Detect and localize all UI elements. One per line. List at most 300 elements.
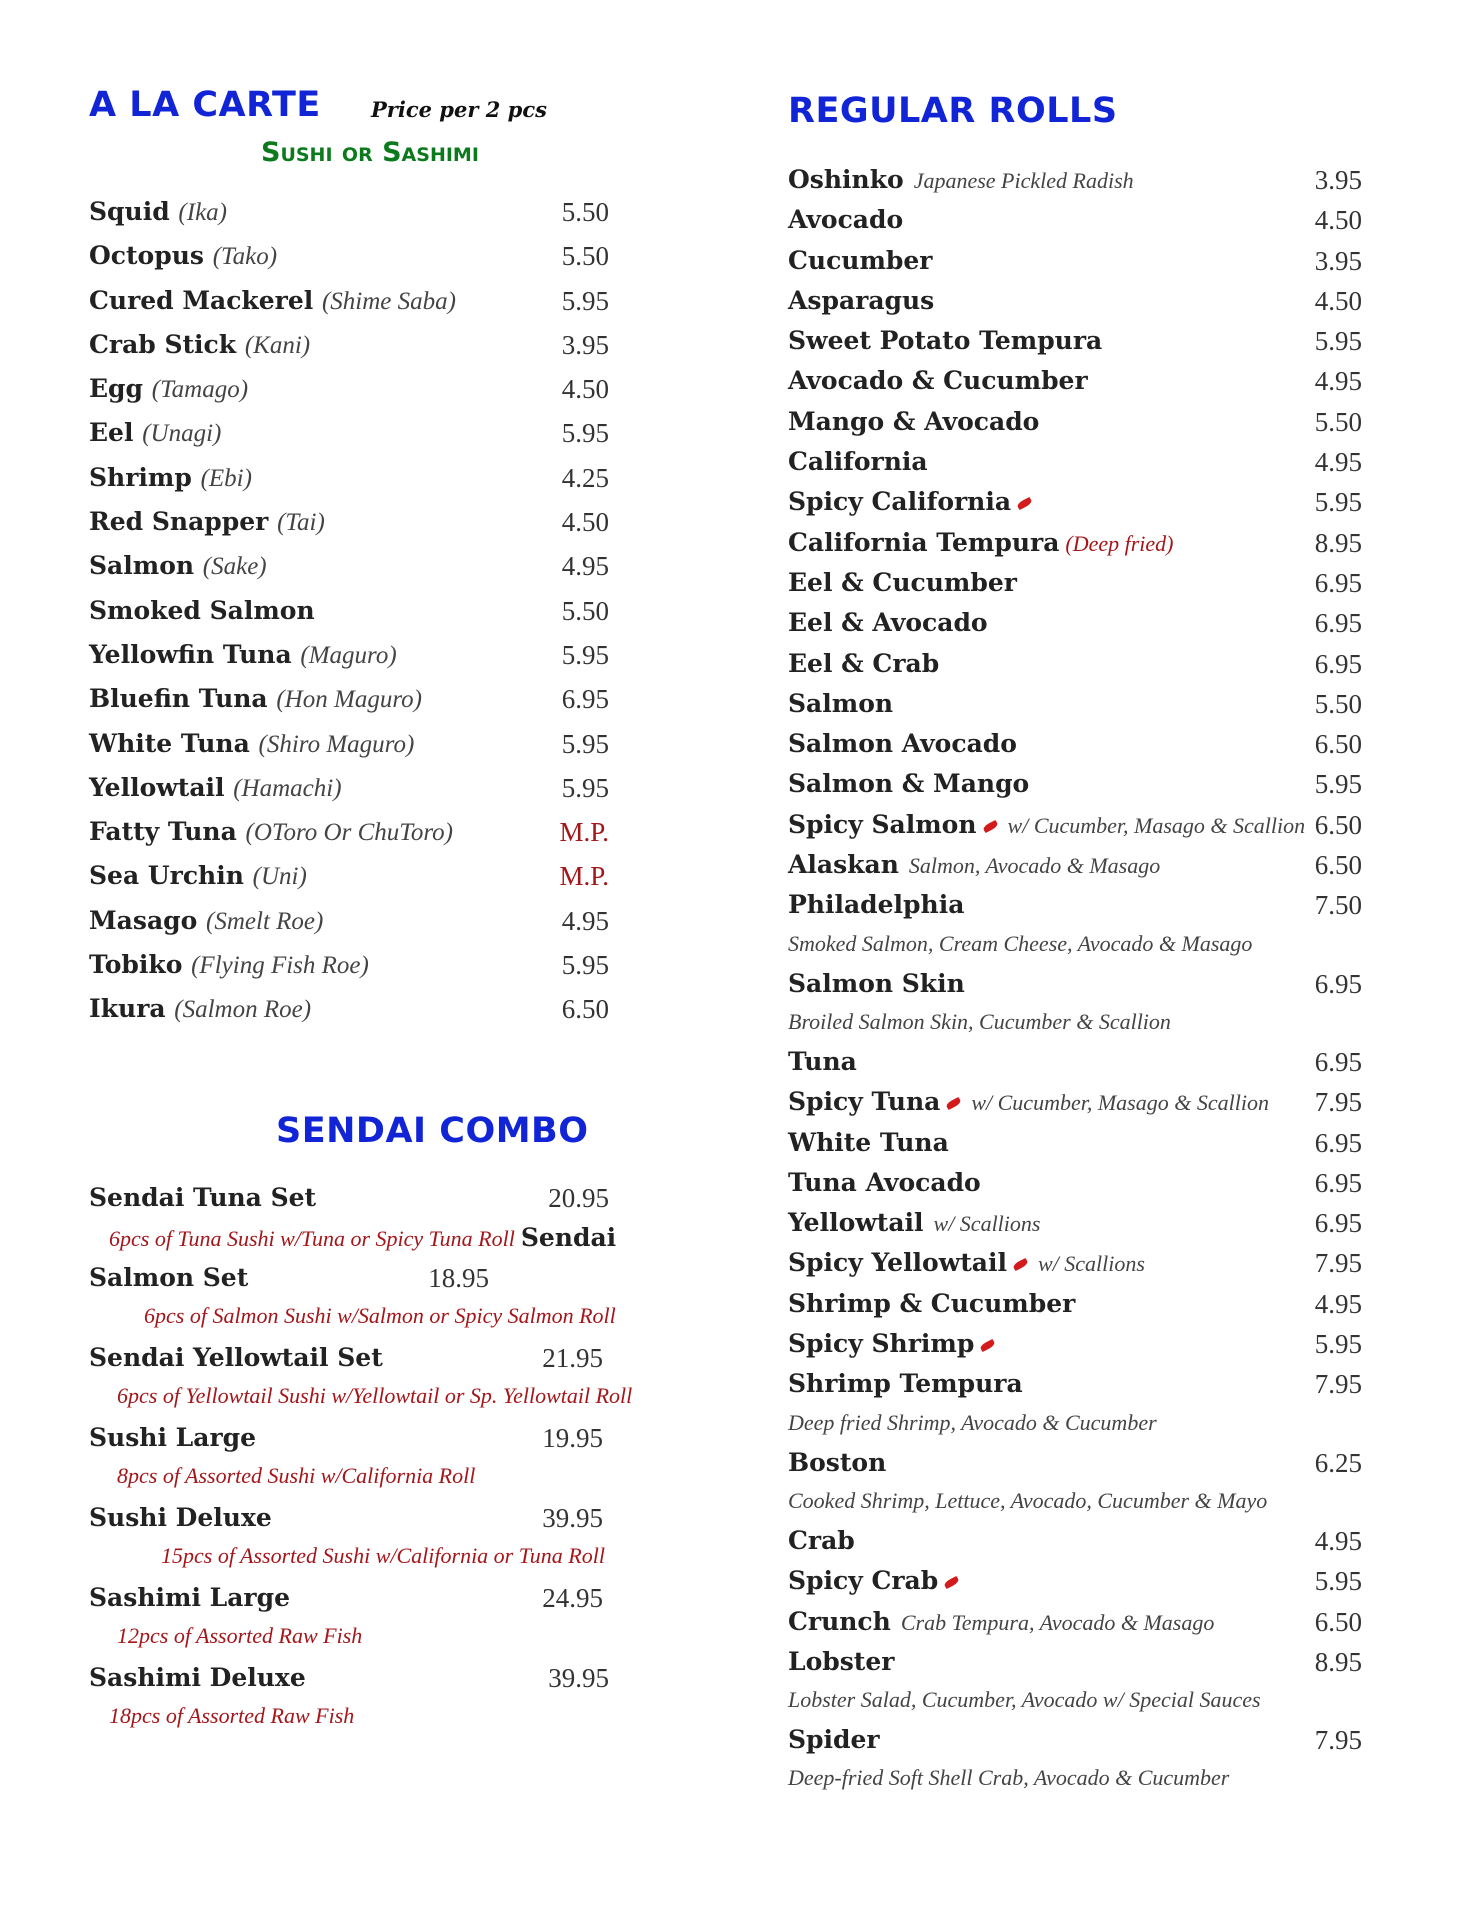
roll-name [788,286,934,315]
combo-description-text: 6pcs of Tuna Sushi w/Tuna or Spicy Tuna Roll [109,1225,515,1251]
combo-description-text: 8pcs of Assorted Sushi w/California Roll [117,1462,476,1488]
roll-price: 3.95 [1314,165,1362,195]
item-name [89,551,267,581]
item-name [89,950,369,980]
roll-name [788,1289,1075,1318]
roll-price: 7.95 [1314,1725,1362,1756]
item-description: (Hamachi) [233,774,342,802]
roll-note: (Deep fried) [1065,530,1174,556]
roll-name [788,1208,1040,1237]
combo-price: 39.95 [542,1502,603,1533]
item-price: 4.95 [561,905,609,936]
combo-name-continued: Sendai [520,1222,617,1252]
roll-price: 6.50 [1314,809,1362,840]
item-price: 5.95 [561,728,609,759]
regular-rolls-header [788,85,1398,165]
combo-header [89,1111,699,1183]
roll-price: 7.95 [1314,1369,1362,1400]
item-description: (Smelt Roe) [206,907,324,935]
roll-name [788,1448,886,1477]
regular-rolls-list [788,165,1398,1803]
item-name-text: Sea Urchin [89,861,244,891]
item-description: (Hon Maguro) [276,686,422,714]
roll-price: 6.95 [1314,1167,1362,1198]
item-name [89,197,227,227]
roll-price: 4.95 [1314,366,1362,397]
combo-name: Salmon Set [89,1262,249,1292]
item-price: 4.25 [561,462,609,493]
menu-item-row [89,596,699,640]
menu-item-row [89,551,699,595]
roll-name-text: Salmon Skin [788,968,965,998]
left-column [89,85,699,1743]
item-price: 5.50 [561,595,609,626]
regular-rolls-title: REGULAR ROLLS [788,91,1118,131]
combo-description-text: 6pcs of Yellowtail Sushi w/Yellowtail or Sp. Yellowtail Roll [117,1382,633,1408]
combo-price: 24.95 [542,1582,603,1613]
roll-item-row [788,1566,1398,1606]
roll-name-text: Salmon [788,688,894,718]
roll-name [788,326,1102,355]
item-name [89,817,453,847]
menu-item-row [89,640,699,684]
roll-item-row [788,1248,1398,1288]
item-price: 5.95 [561,639,609,670]
roll-item-row [788,1289,1398,1329]
roll-name [788,1607,1214,1636]
item-name [89,596,315,625]
roll-description: Crab Tempura, Avocado & Masago [900,1609,1215,1635]
roll-price: 6.95 [1314,1208,1362,1239]
combo-item-row [89,1343,699,1383]
roll-price: 4.50 [1314,205,1362,236]
roll-name-text: Spicy Yellowtail [788,1248,1007,1278]
item-name [89,640,397,670]
roll-name-text: California [788,447,928,477]
combo-description [89,1543,699,1583]
roll-ingredients: Deep fried Shrimp, Avocado & Cucumber [788,1409,1157,1435]
roll-name-text: Salmon Avocado [788,729,1017,759]
roll-name [788,1128,949,1157]
roll-item-row [788,969,1398,1009]
menu-item-row [89,418,699,462]
roll-name [788,487,1032,516]
item-description: (OToro Or ChuToro) [245,819,453,847]
roll-price: 4.95 [1314,447,1362,478]
item-price: 4.50 [561,507,609,538]
item-price: 5.95 [561,772,609,803]
roll-description: Salmon, Avocado & Masago [908,853,1161,879]
roll-item-row [788,246,1398,286]
roll-name-text: Mango & Avocado [788,406,1040,436]
chili-pepper-icon [980,1339,997,1352]
roll-name-text: Spider [788,1725,880,1755]
chili-pepper-icon [1012,1258,1029,1271]
combo-description [89,1303,699,1343]
roll-description: w/ Cucumber, Masago & Scallion [971,1090,1269,1116]
menu-item-row [89,773,699,817]
combo-item-row [89,1663,699,1703]
item-name [89,684,422,714]
roll-item-row [788,1047,1398,1087]
roll-name-text: Cucumber [788,245,933,275]
combo-price: 18.95 [428,1262,489,1293]
item-description: (Sake) [202,553,267,581]
roll-price: 5.50 [1314,688,1362,719]
combo-item-row [89,1423,699,1463]
roll-name [788,407,1039,436]
roll-name [788,810,1305,839]
roll-name [788,447,928,476]
roll-name-text: Avocado [788,205,904,235]
roll-ingredients: Broiled Salmon Skin, Cucumber & Scallion [788,1008,1171,1034]
item-price: M.P. [559,817,609,848]
roll-name-text: Crab [788,1525,855,1555]
roll-name [788,205,903,234]
roll-item-row [788,1128,1398,1168]
item-description: (Tamago) [151,376,249,404]
combo-description [89,1703,699,1743]
roll-price: 4.95 [1314,1525,1362,1556]
item-name [89,286,456,316]
menu-item-row [89,330,699,374]
menu-item-row [89,906,699,950]
item-description: (Salmon Roe) [174,996,312,1024]
roll-ingredients: Smoked Salmon, Cream Cheese, Avocado & Masago [788,930,1253,956]
roll-name [788,729,1017,758]
roll-price: 6.95 [1314,608,1362,639]
item-name-text: Crab Stick [89,329,237,359]
item-description: (Uni) [252,863,307,891]
roll-price: 6.95 [1314,1127,1362,1158]
roll-item-row [788,850,1398,890]
a-la-carte-list [89,197,699,1039]
menu-item-row [89,817,699,861]
item-price: 5.95 [561,285,609,316]
roll-price: 3.95 [1314,245,1362,276]
item-name-text: Cured Mackerel [89,285,314,315]
item-description: (Flying Fish Roe) [191,952,369,980]
combo-name: Sushi Deluxe [89,1502,272,1532]
roll-name [788,1725,880,1754]
item-name [89,463,252,493]
roll-name-text: Eel & Avocado [788,608,988,638]
menu-item-row [89,374,699,418]
roll-name [788,969,965,998]
roll-name [788,1526,855,1555]
item-name-text: Shrimp [89,462,192,492]
roll-name [788,769,1029,798]
roll-item-row [788,1168,1398,1208]
roll-item-row [788,1087,1398,1127]
combo-description-text: 6pcs of Salmon Sushi w/Salmon or Spicy Salmon Roll [144,1302,616,1328]
roll-name [788,1566,959,1595]
item-name-text: Eel [89,418,134,448]
roll-name [788,1647,894,1676]
roll-name-text: Spicy Shrimp [788,1329,975,1359]
item-price: 6.95 [561,684,609,715]
combo-description [89,1223,699,1263]
roll-name [788,608,988,637]
a-la-carte-title: A LA CARTE [89,85,321,125]
roll-item-row [788,729,1398,769]
roll-name [788,568,1017,597]
combo-price: 19.95 [542,1422,603,1453]
roll-item-row [788,1647,1398,1687]
item-name-text: Salmon [89,551,195,581]
roll-price: 5.50 [1314,406,1362,437]
roll-name-text: Spicy California [788,487,1012,517]
combo-list [89,1183,699,1743]
roll-item-row [788,1448,1398,1488]
combo-item-row [89,1583,699,1623]
roll-name [788,1087,1269,1116]
item-name [89,374,248,404]
roll-item-row [788,1208,1398,1248]
item-price: 3.95 [561,329,609,360]
roll-name-text: Yellowtail [788,1208,924,1238]
combo-item-row [89,1183,699,1223]
roll-item-row [788,689,1398,729]
roll-price: 7.50 [1314,890,1362,921]
roll-item-row [788,528,1398,568]
roll-name-text: Lobster [788,1646,895,1676]
roll-name [788,1168,981,1197]
item-name-text: Octopus [89,241,204,271]
item-price: 5.50 [561,197,609,227]
roll-item-row [788,487,1398,527]
combo-description-text: 18pcs of Assorted Raw Fish [109,1702,355,1728]
menu-item-row [89,950,699,994]
roll-item-row [788,165,1398,205]
roll-name-text: California Tempura [788,527,1060,557]
menu-item-row [89,861,699,905]
roll-name [788,689,893,718]
roll-name-text: Shrimp Tempura [788,1369,1023,1399]
roll-price: 6.25 [1314,1447,1362,1478]
combo-description [89,1463,699,1503]
chili-pepper-icon [946,1097,963,1110]
roll-name-text: Alaskan [788,850,899,880]
roll-name-text: Eel & Cucumber [788,567,1017,597]
item-description: (Maguro) [300,641,397,669]
item-name-text: Ikura [89,994,166,1024]
roll-ingredients: Cooked Shrimp, Lettuce, Avocado, Cucumber & Mayo [788,1487,1268,1513]
roll-price: 5.95 [1314,769,1362,800]
roll-name [788,850,1160,879]
menu-item-row [89,994,699,1038]
roll-price: 4.95 [1314,1288,1362,1319]
roll-name-text: Crunch [788,1606,891,1636]
roll-name-text: Oshinko [788,165,904,194]
item-name [89,773,342,803]
roll-name-text: White Tuna [788,1127,949,1157]
item-name [89,507,325,537]
item-name-text: Fatty Tuna [89,817,237,847]
chili-pepper-icon [1016,497,1033,510]
item-description: (Tako) [212,243,278,271]
roll-item-row [788,649,1398,689]
roll-item-row [788,1369,1398,1409]
item-description: (Ebi) [200,464,252,492]
roll-name-text: Philadelphia [788,890,965,920]
combo-description-text: 15pcs of Assorted Sushi w/California or Tuna Roll [161,1542,605,1568]
roll-name [788,165,1134,194]
roll-item-row [788,366,1398,406]
roll-name-text: Salmon & Mango [788,769,1030,799]
combo-name: Sendai Yellowtail Set [89,1342,383,1372]
item-name [89,906,323,936]
roll-name [788,649,939,678]
item-price: 5.95 [561,418,609,449]
menu-item-row [89,463,699,507]
roll-name [788,1329,995,1358]
combo-price: 21.95 [542,1342,603,1373]
combo-name: Sashimi Large [89,1582,290,1612]
combo-price: 20.95 [548,1182,609,1213]
combo-description [89,1623,699,1663]
roll-price: 5.95 [1314,1329,1362,1360]
roll-description: w/ Scallions [933,1211,1041,1237]
item-price: 5.50 [561,241,609,272]
roll-price: 5.95 [1314,487,1362,518]
combo-name: Sushi Large [89,1422,257,1452]
menu-item-row [89,286,699,330]
roll-price: 6.95 [1314,1046,1362,1077]
item-description: (Shime Saba) [321,287,456,315]
roll-item-row [788,326,1398,366]
roll-name-text: Tuna [788,1046,857,1076]
roll-item-row [788,205,1398,245]
item-price: 6.50 [561,994,609,1025]
roll-name-text: Eel & Crab [788,648,940,678]
roll-item-row [788,568,1398,608]
roll-item-row [788,769,1398,809]
a-la-carte-header [89,85,699,137]
roll-price: 8.95 [1314,1646,1362,1677]
roll-name [788,246,932,275]
combo-name: Sendai Tuna Set [89,1182,317,1212]
combo-description [89,1383,699,1423]
item-price: 4.95 [561,551,609,582]
roll-item-row [788,407,1398,447]
roll-name-text: Shrimp & Cucumber [788,1288,1076,1318]
price-note: Price per 2 pcs [371,97,547,122]
menu-item-row [89,729,699,773]
item-price: 5.95 [561,950,609,981]
roll-name-text: Spicy Crab [788,1566,939,1596]
roll-ingredients: Deep-fried Soft Shell Crab, Avocado & Cucumber [788,1765,1230,1791]
roll-price: 6.50 [1314,850,1362,881]
right-column [788,85,1398,1803]
roll-item-row [788,1526,1398,1566]
combo-title: SENDAI COMBO [276,1110,589,1151]
item-name-text: Masago [89,905,198,935]
item-price: 4.50 [561,374,609,405]
roll-price: 5.95 [1314,1566,1362,1597]
item-description: (Tai) [277,509,325,537]
roll-item-row [788,890,1398,930]
a-la-carte-subtitle-wrap [89,137,699,197]
roll-item-row [788,810,1398,850]
roll-name-text: Asparagus [788,285,935,315]
item-name-text: Yellowtail [89,772,225,802]
roll-name [788,1248,1145,1277]
item-description: (Ika) [178,199,227,226]
roll-item-row [788,608,1398,648]
item-description: (Unagi) [142,420,222,448]
roll-name [788,528,1174,557]
item-name-text: Tobiko [89,950,183,980]
item-name [89,729,414,759]
roll-price: 5.95 [1314,326,1362,357]
roll-price: 6.95 [1314,968,1362,999]
item-name [89,861,307,891]
roll-item-row [788,1329,1398,1369]
roll-item-row [788,447,1398,487]
roll-price: 7.95 [1314,1248,1362,1279]
roll-name-text: Spicy Tuna [788,1087,941,1117]
roll-name-text: Avocado & Cucumber [788,366,1088,396]
roll-name [788,1047,857,1076]
roll-name-text: Spicy Salmon [788,809,977,839]
a-la-carte-subtitle: Sushi or Sashimi [261,137,479,168]
roll-name-text: Sweet Potato Tempura [788,326,1103,356]
roll-description: w/ Scallions [1038,1251,1145,1277]
item-name-text: Squid [89,197,170,226]
roll-price: 6.50 [1314,729,1362,760]
item-name-text: Yellowfin Tuna [89,639,292,669]
roll-name-text: Boston [788,1447,887,1477]
combo-item-row [89,1263,699,1303]
combo-name: Sashimi Deluxe [89,1662,306,1692]
item-name-text: Smoked Salmon [89,595,315,625]
roll-name [788,890,964,919]
roll-description: w/ Cucumber, Masago & Scallion [1007,812,1306,838]
combo-description-text: 12pcs of Assorted Raw Fish [117,1622,363,1648]
item-name-text: Bluefin Tuna [89,684,268,714]
roll-price: 4.50 [1314,285,1362,316]
roll-price: 6.95 [1314,567,1362,598]
item-name [89,994,311,1024]
roll-price: 6.95 [1314,648,1362,679]
roll-item-row [788,286,1398,326]
roll-item-row [788,1725,1398,1765]
menu-item-row [89,197,699,241]
roll-ingredients: Lobster Salad, Cucumber, Avocado w/ Special Sauces [788,1687,1261,1713]
item-name-text: Egg [89,374,144,404]
item-name [89,241,277,271]
combo-item-row [89,1503,699,1543]
item-description: (Kani) [244,331,311,359]
roll-description: Japanese Pickled Radish [913,168,1134,193]
roll-item-row [788,1607,1398,1647]
roll-price: 8.95 [1314,527,1362,558]
item-name [89,418,221,448]
roll-price: 6.50 [1314,1606,1362,1637]
item-name [89,330,310,360]
chili-pepper-icon [982,820,999,833]
menu-item-row [89,507,699,551]
roll-name [788,366,1088,395]
item-description: (Shiro Maguro) [258,730,415,758]
roll-price: 7.95 [1314,1087,1362,1118]
combo-price: 39.95 [548,1662,609,1693]
roll-name [788,1369,1023,1398]
item-name-text: Red Snapper [89,507,269,537]
menu-item-row [89,684,699,728]
item-name-text: White Tuna [89,728,250,758]
